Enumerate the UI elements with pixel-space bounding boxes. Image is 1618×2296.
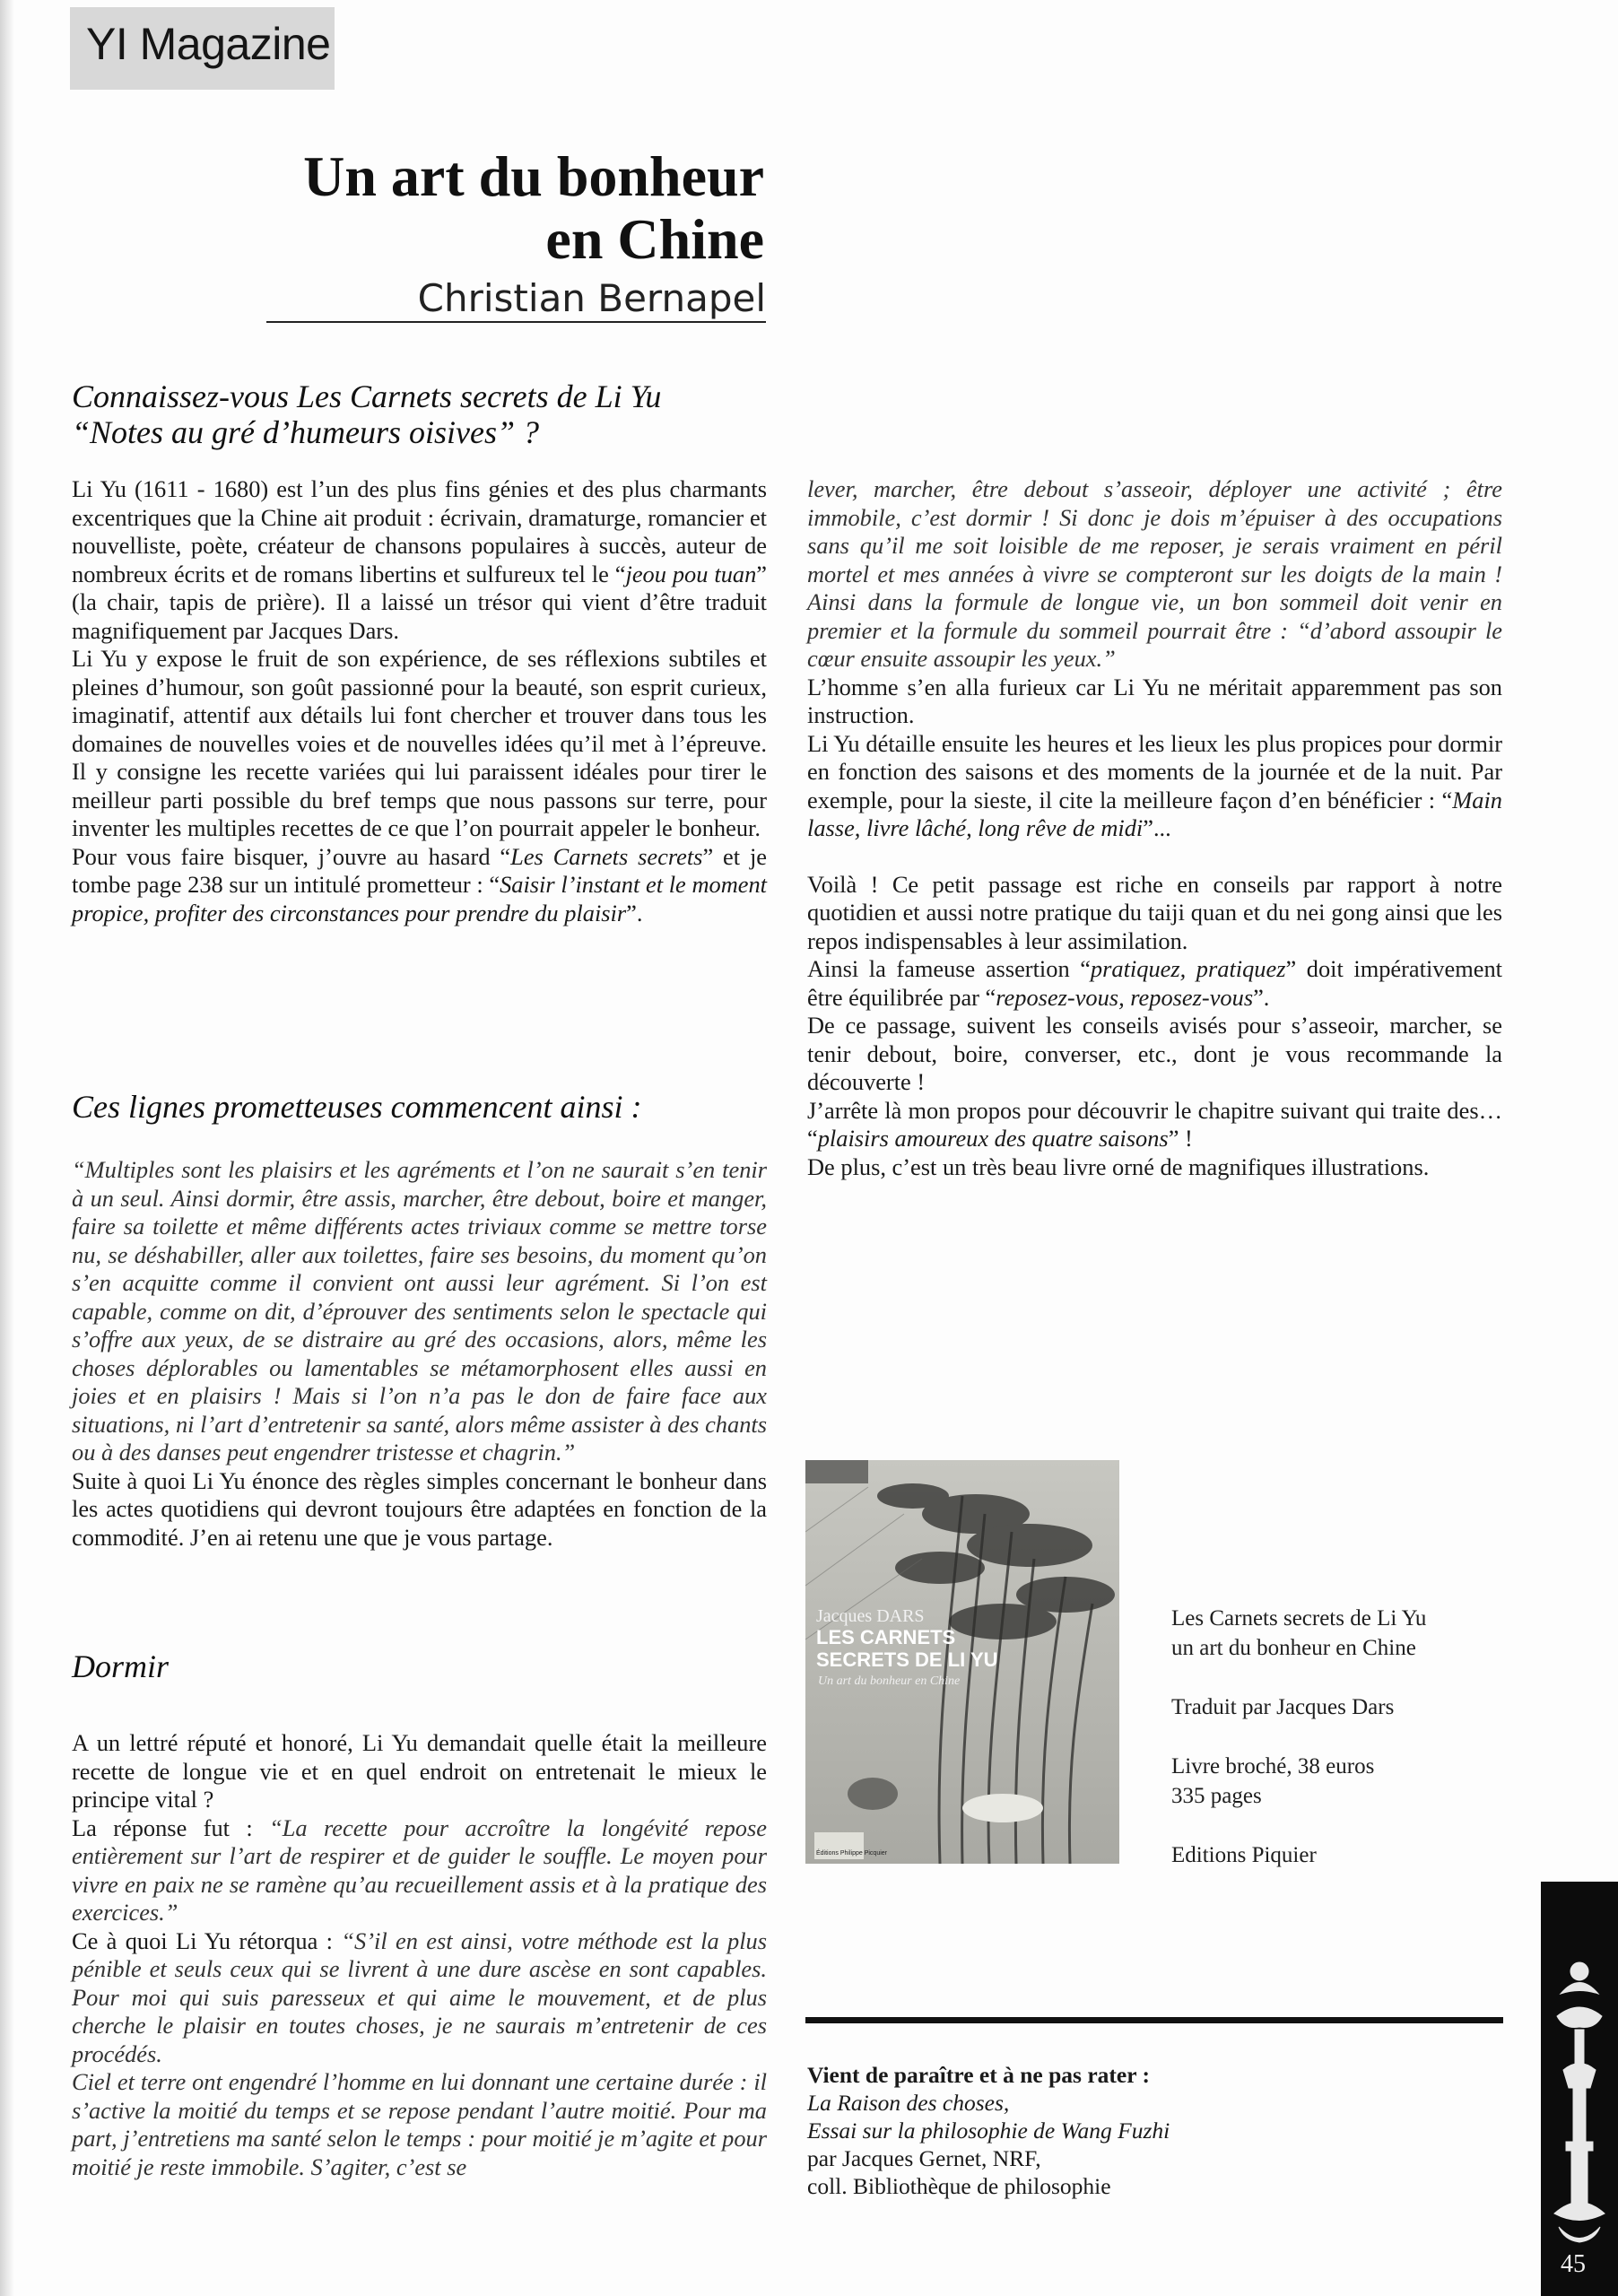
text: La réponse fut : xyxy=(72,1813,270,1841)
article-title xyxy=(136,145,764,271)
emphasis: reposez-vous, reposez-vous xyxy=(996,983,1254,1011)
book-cover-title-1: LES CARNETS xyxy=(816,1626,956,1648)
intro-heading xyxy=(72,378,789,450)
book-subtitle: un art du bonheur en Chine xyxy=(1171,1636,1416,1660)
new-release-heading: Vient de paraître et à ne pas rater : xyxy=(807,2062,1150,2088)
title-line-2: en Chine xyxy=(545,207,764,271)
text: ” (la chair, tapis de prière). Il a laissé un trésor qui vient d’être traduit magnifiquement par Jacques Dars. xyxy=(72,560,768,644)
book-title: Les Carnets secrets de Li Yu xyxy=(1171,1606,1427,1631)
book-cover-illustration xyxy=(805,1460,1119,1864)
paragraph xyxy=(807,730,1502,843)
text: ”. xyxy=(1253,983,1270,1011)
right-column xyxy=(807,475,1502,1181)
paragraph: A un lettré réputé et honoré, Li Yu demandait quelle était la meilleure recette de longue vie et en quel endroit on entretenait le mieux le principe vital ? xyxy=(72,1729,767,1813)
quote-continuation: lever, marcher, être debout s’asseoir, déployer une activité ; être immobile, c’est dormir ! Si donc je dois m’épuiser à des occupations sans qu’il me soit loisible de me reposer, je serais vraiment en péril mortel et mes années à vivre se compteront sur les doigts de la main ! Ainsi dans la formule de longue vie, un bon sommeil doit venir en premier et la formule du sommeil pourrait être : “d’abord assoupir le cœur ensuite assoupir les yeux.” xyxy=(807,475,1502,672)
text: Ainsi la fameuse assertion “ xyxy=(807,955,1091,982)
new-release-author: par Jacques Gernet, NRF, xyxy=(807,2145,1041,2171)
book-cover-publisher: Éditions Philippe Picquier xyxy=(816,1850,887,1857)
new-release-collection: coll. Bibliothèque de philosophie xyxy=(807,2173,1111,2199)
paragraph: Li Yu y expose le fruit de son expérience, de ses réflexions subtiles et pleines d’humour, son goût passionné pour la beauté, son esprit curieux, imaginatif, attentif aux détails lui font chercher et trouver dans tous les domaines de nouvelles voies et de nouvelles idées qu’il met à l’épreuve. Il y consigne les recette variées qui lui paraissent idéales pour tirer le meilleur parti possible du bref temps que nous passons sur terre, pour inventer les multiples recettes de ce que l’on pourrait appeler le bonheur. xyxy=(72,645,767,841)
text: ” doit impérativement être équilibrée par “ xyxy=(807,955,1502,1011)
emphasis: Les Carnets secrets xyxy=(510,842,703,870)
book-cover-title-2: SECRETS DE LI YU xyxy=(816,1648,998,1671)
text: ” ! xyxy=(1168,1125,1193,1152)
paragraph xyxy=(807,955,1502,1012)
text: ”... xyxy=(1143,814,1171,841)
paragraph: Voilà ! Ce petit passage est riche en conseils par rapport à notre quotidien et aussi notre pratique du taiji quan et du nei gong ainsi que les repos indispensables à leur assimilation. xyxy=(807,870,1502,954)
paragraph xyxy=(72,843,767,928)
paragraph xyxy=(807,1097,1502,1153)
paragraph: De plus, c’est un très beau livre orné de magnifiques illustrations. xyxy=(807,1152,1430,1180)
text: ”. xyxy=(626,899,643,926)
title-line-1: Un art du bonheur xyxy=(303,144,764,208)
emphasis: pratiquez, pratiquez xyxy=(1090,955,1286,982)
text: Li Yu (1611 - 1680) est l’un des plus fins génies et des plus charmants excentriques que la Chine ait produit : écrivain, dramaturge, romancier et nouvelliste, poète, créateur de chansons populaires à succès, auteur de nombreux écrits et de romans libertins et sulfureux tel le “ xyxy=(72,475,767,587)
book-price: Livre broché, 38 euros xyxy=(1171,1754,1375,1779)
section-divider xyxy=(805,2017,1503,2023)
section-tag: YI Magazine xyxy=(70,7,335,90)
emphasis: jeou pou tuan xyxy=(625,560,757,587)
new-release-subtitle: Essai sur la philosophie de Wang Fuzhi xyxy=(807,2118,1170,2144)
book-info xyxy=(1171,1604,1426,1870)
page-edge-shadow xyxy=(0,0,14,2296)
side-decoration-bar xyxy=(1541,1882,1618,2296)
text: Pour vous faire bisquer, j’ouvre au hasard “ xyxy=(72,842,511,870)
paragraph xyxy=(72,1814,767,1927)
left-column-top xyxy=(72,475,767,927)
intro-heading-line-2: “Notes au gré d’humeurs oisives” ? xyxy=(72,414,539,450)
section-heading-sleep: Dormir xyxy=(72,1648,170,1684)
text: ” et je tombe page 238 sur un intitulé prometteur : “ xyxy=(72,842,768,898)
paragraph: Ciel et terre ont engendré l’homme en lui donnant une certaine durée : il s’active la moitié du temps et se repose pendant l’autre moitié. Pour ma part, j’entretiens ma santé selon le temps : pour moitié je m’agite et pour moitié je reste immobile. S’agiter, c’est se xyxy=(72,2068,767,2180)
quote: “Multiples sont les plaisirs et les agréments et l’on ne saurait s’en tenir à un seul. Ainsi dormir, être assis, marcher, être debout, boire et manger, faire sa toilette et même différents actes triviaux comme se mettre torse nu, se déshabiller, aller aux toilettes, faire ses besoins, du moment qu’on s’en acquitte comme il convient ont aussi leur agrément. Si l’on est capable, comme on dit, d’éprouver des sentiments selon le spectacle qui s’offre aux yeux, de se distraire au gré des occasions, alors, même les choses déplorables ou lamentables se métamorphosent elles aussi en joies et en plaisirs ! Mais si l’on n’a pas le don de faire face aux situations, ni l’art d’entretenir sa santé, alors même assister à des chants ou à des danses peut engendrer tristesse et chagrin.” xyxy=(72,1156,767,1465)
section-heading-promising-lines: Ces lignes prometteuses commencent ainsi : xyxy=(72,1089,642,1125)
paragraph: De ce passage, suivent les conseils avisés pour s’asseoir, marcher, se tenir debout, boire, converser, etc., dont je vous recommande la découverte ! xyxy=(807,1012,1502,1095)
text: J’arrête là mon propos pour découvrir le chapitre suivant qui traite des… “ xyxy=(807,1096,1502,1152)
paragraph xyxy=(72,1927,767,2069)
emphasis: plaisirs amoureux des quatre saisons xyxy=(817,1125,1169,1152)
emphasis: “La recette pour accroître la longévité repose entièrement sur l’art de respirer et de guider le souffle. Le moyen pour vivre en paix ne se ramène qu’au recueillement assis et à la pratique des exercices.” xyxy=(72,1813,767,1926)
intro-heading-line-1: Connaissez-vous Les Carnets secrets de Li Yu xyxy=(72,378,662,414)
emphasis: “S’il en est ainsi, votre méthode est la plus pénible et seuls ceux qui se livrent à une dure ascèse en sont capables. Pour moi qui suis paresseux et qui aime le mouvement, et de plus cherche le plaisir en toutes choses, je ne saurais m’entretenir de ces procédés. xyxy=(72,1926,767,2067)
emphasis: Main lasse, livre lâché, long rêve de midi xyxy=(807,786,1502,841)
emphasis: Saisir l’instant et le moment propice, profiter des circonstances pour prendre du plaisir xyxy=(72,871,767,926)
author-name: Christian Bernapel xyxy=(417,276,766,320)
new-release-title: La Raison des choses, xyxy=(807,2090,1010,2116)
paragraph xyxy=(72,475,767,645)
new-release-box xyxy=(807,2061,1170,2200)
ornament-icon xyxy=(1541,1953,1618,2296)
book-translator: Traduit par Jacques Dars xyxy=(1171,1695,1395,1719)
text: Li Yu détaille ensuite les heures et les lieux les plus propices pour dormir en fonction des saisons et des moments de la journée et de la nuit. Par exemple, pour la sieste, il cite la meilleure façon d’en bénéficier : “ xyxy=(807,729,1502,813)
left-column-middle xyxy=(72,1156,767,1552)
book-cover-subtitle: Un art du bonheur en Chine xyxy=(818,1674,961,1688)
paragraph: L’homme s’en alla furieux car Li Yu ne méritait apparemment pas son instruction. xyxy=(807,673,1502,728)
book-pages: 335 pages xyxy=(1171,1784,1262,1808)
left-column-bottom xyxy=(72,1729,767,2181)
author-underline xyxy=(266,321,766,323)
book-cover-image xyxy=(805,1460,1119,1864)
book-cover-author: Jacques DARS xyxy=(816,1606,925,1626)
page-number: 45 xyxy=(1561,2250,1586,2278)
paragraph: Suite à quoi Li Yu énonce des règles simples concernant le bonheur dans les actes quotidiens qui devront toujours être adaptées en fonction de la commodité. J’en ai retenu une que je vous partage. xyxy=(72,1466,767,1551)
book-publisher: Editions Piquier xyxy=(1171,1843,1317,1867)
text: Ce à quoi Li Yu rétorqua : xyxy=(72,1926,342,1954)
